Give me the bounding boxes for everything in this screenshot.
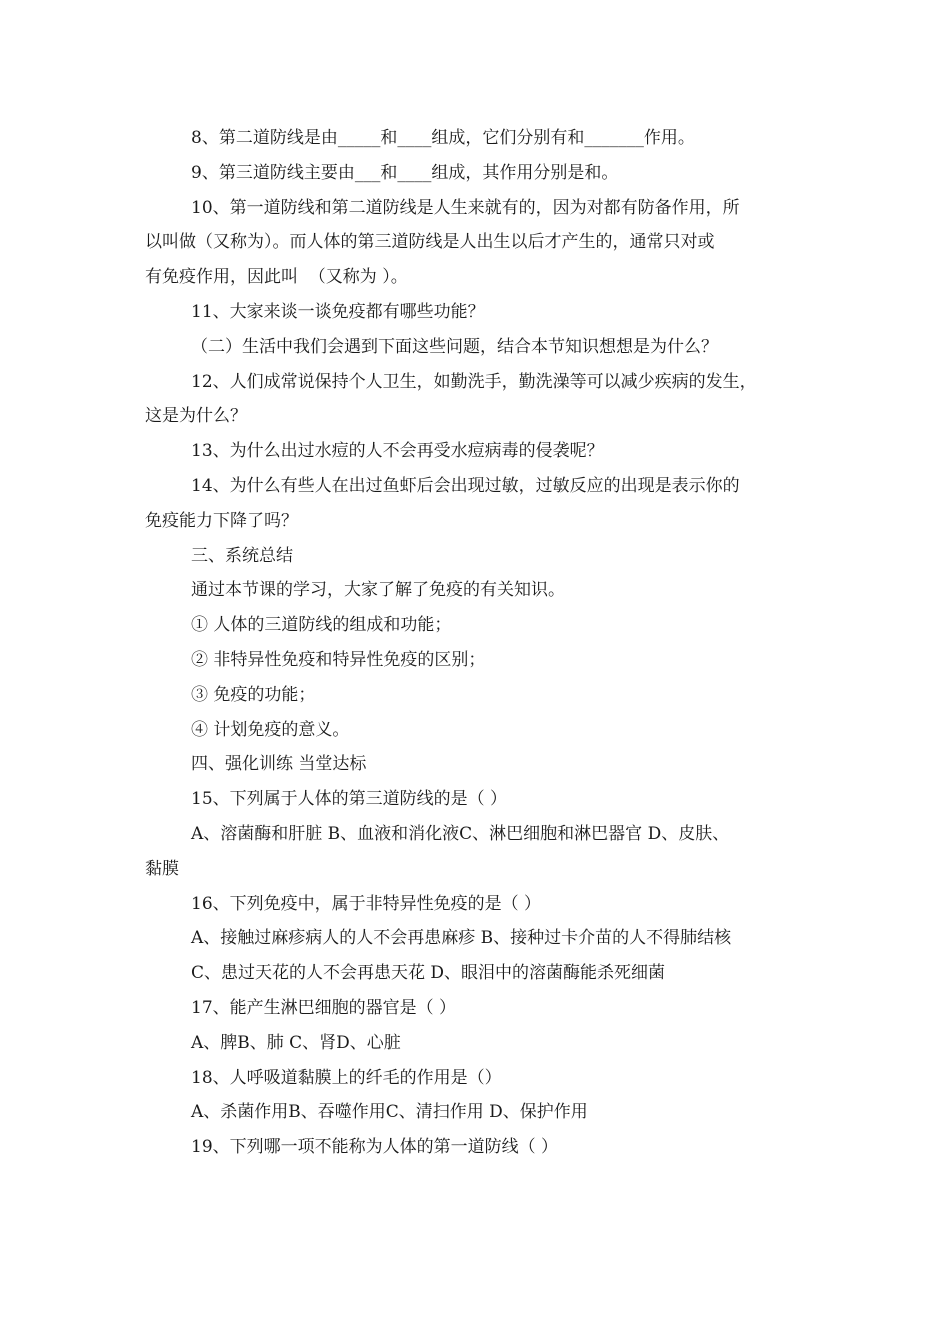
text-line: 14、为什么有些人在出过鱼虾后会出现过敏，过敏反应的出现是表示你的 [191,475,740,496]
text-line: ③ 免疫的功能； [191,684,316,705]
text-line: 12、人们成常说保持个人卫生，如勤洗手，勤洗澡等可以减少疾病的发生， [191,371,757,392]
text-line: 19、下列哪一项不能称为人体的第一道防线（ ） [191,1137,559,1158]
text-line: 16、下列免疫中，属于非特异性免疫的是（ ） [191,893,542,914]
text-line: 有免疫作用，因此叫 （又称为 ）。 [145,267,408,288]
text-line: 这是为什么？ [145,406,247,427]
text-line: ① 人体的三道防线的组成和功能； [191,615,452,636]
document-body [145,121,810,1165]
text-line: 15、下列属于人体的第三道防线的是（ ） [191,789,508,810]
text-line: 11、大家来谈一谈免疫都有哪些功能？ [191,301,485,322]
text-line: 四、强化训练 当堂达标 [191,754,367,775]
text-line: 免疫能力下降了吗？ [145,510,298,531]
text-line: ② 非特异性免疫和特异性免疫的区别； [191,649,486,670]
text-line: ④ 计划免疫的意义。 [191,719,350,740]
text-line: 三、系统总结 [191,545,293,566]
text-line: 9、第三道防线主要由___和____组成，其作用分别是和。 [191,162,619,183]
text-line: A、脾B、肺 C、肾D、心脏 [191,1032,401,1053]
text-line: C、患过天花的人不会再患天花 D、眼泪中的溶菌酶能杀死细菌 [191,963,666,984]
text-line: 8、第二道防线是由_____和____组成，它们分别有和_______作用。 [191,128,695,148]
text-line: 17、能产生淋巴细胞的器官是（ ） [191,997,457,1018]
text-line: A、接触过麻疹病人的人不会再患麻疹 B、接种过卡介苗的人不得肺结核 [191,928,732,949]
text-line: 13、为什么出过水痘的人不会再受水痘病毒的侵袭呢？ [191,441,604,462]
text-line: 黏膜 [145,858,179,879]
text-line: A、溶菌酶和肝脏 B、血液和消化液C、淋巴细胞和淋巴器官 D、皮肤、 [191,823,730,844]
text-line: （二）生活中我们会遇到下面这些问题，结合本节知识想想是为什么？ [191,336,718,357]
text-line: A、杀菌作用B、吞噬作用C、清扫作用 D、保护作用 [191,1102,588,1123]
text-line: 18、人呼吸道黏膜上的纤毛的作用是（） [191,1067,502,1088]
text-line: 以叫做（又称为）。而人体的第三道防线是人出生以后才产生的，通常只对或 [145,232,715,253]
text-line: 10、第一道防线和第二道防线是人生来就有的，因为对都有防备作用，所 [191,197,740,218]
text-line: 通过本节课的学习，大家了解了免疫的有关知识。 [191,580,565,601]
